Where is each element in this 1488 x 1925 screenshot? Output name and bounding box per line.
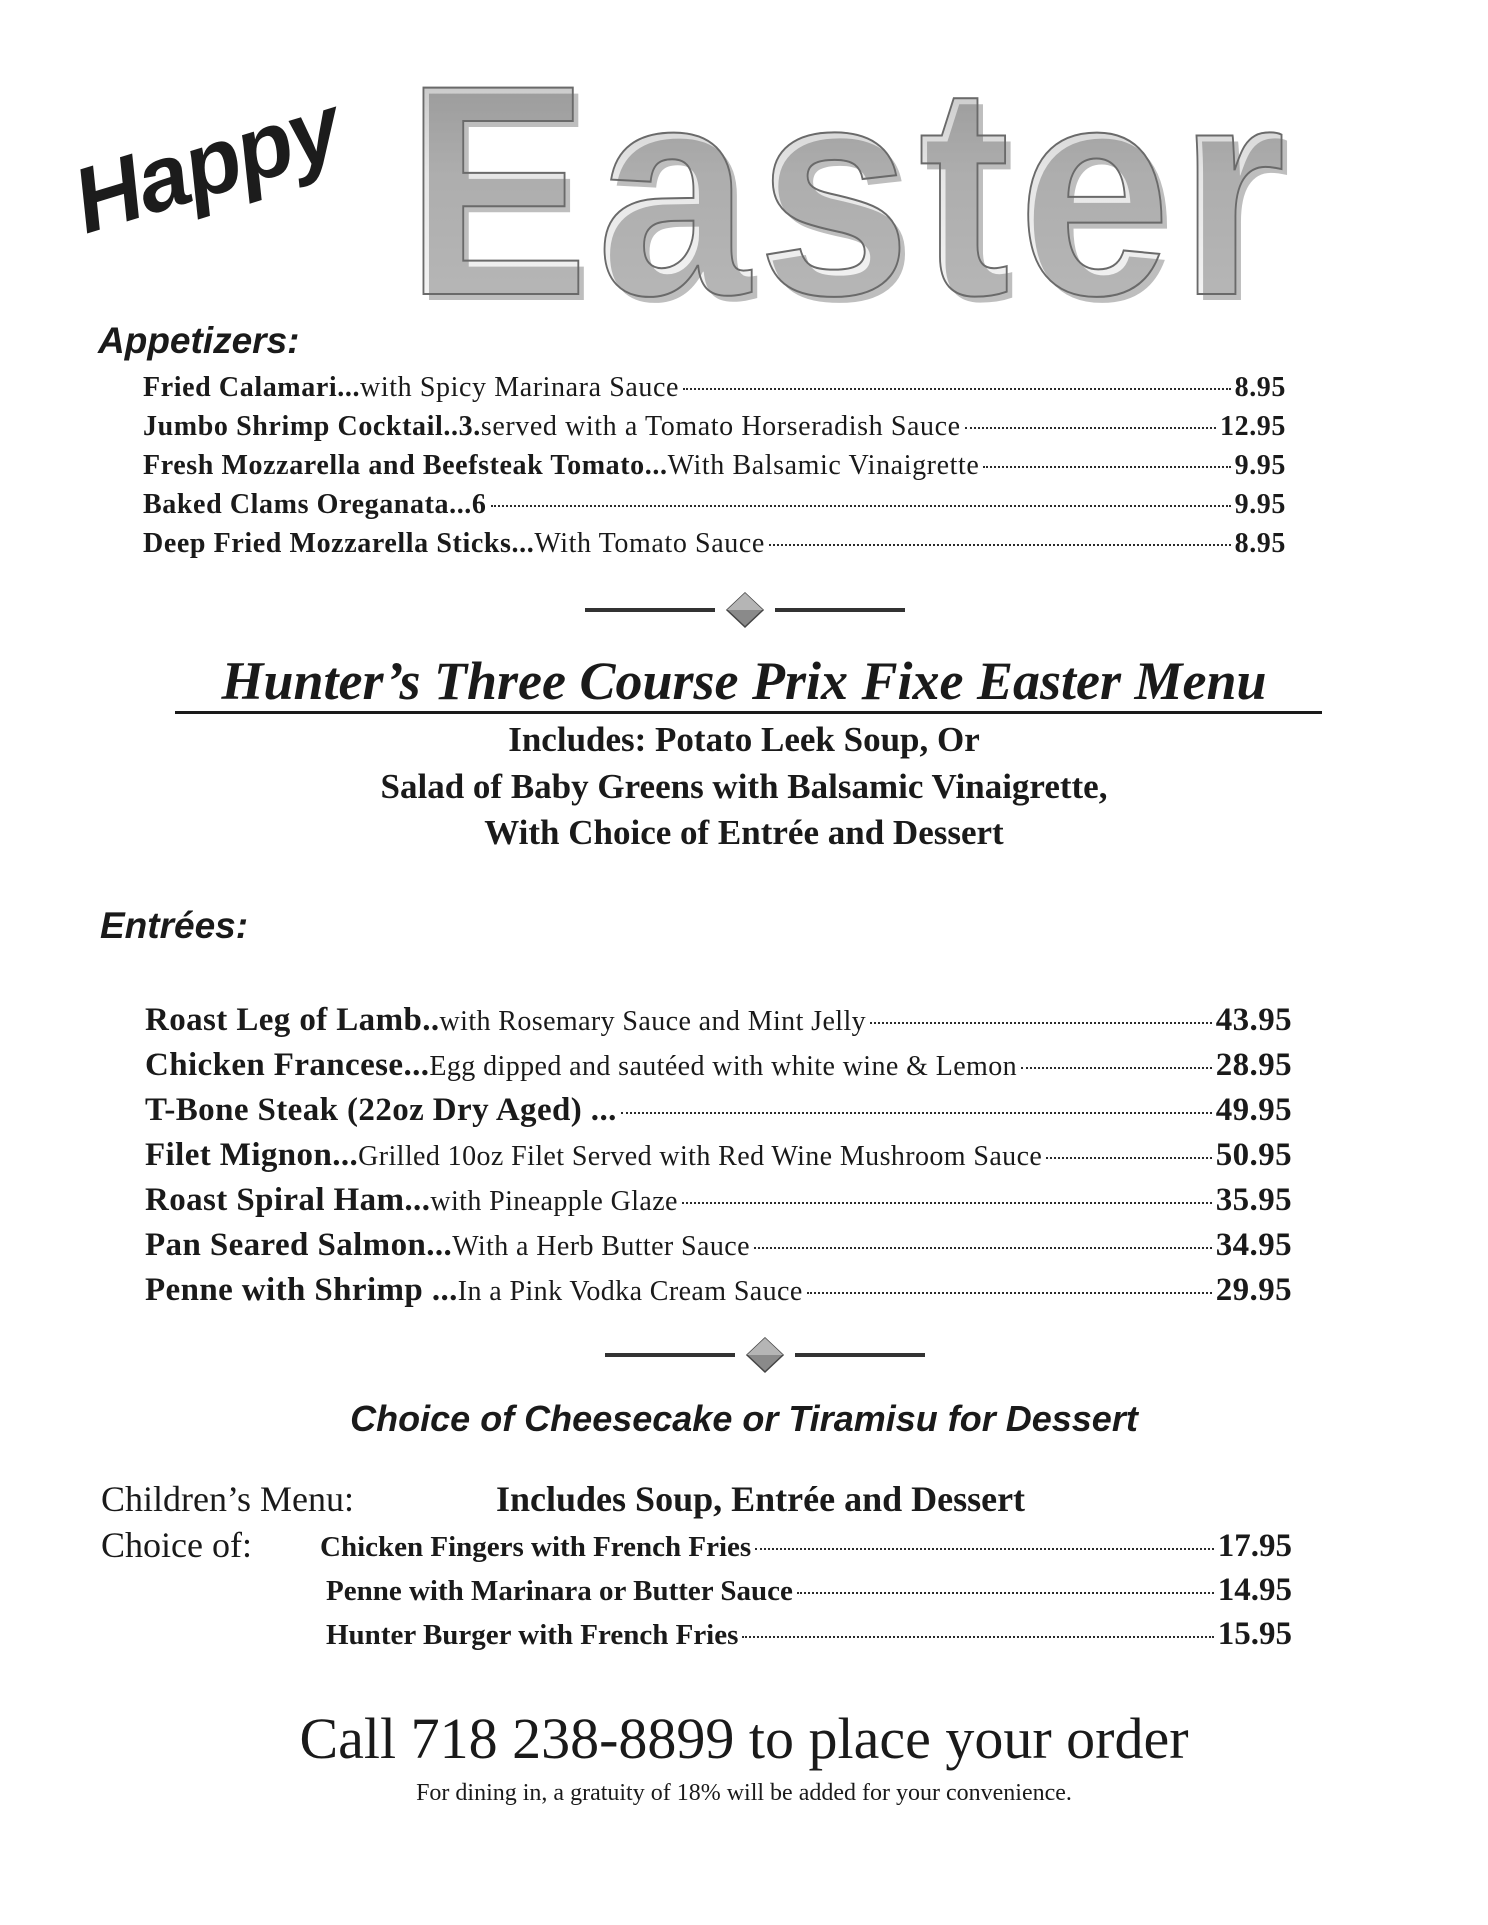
item-price: 8.95	[1234, 372, 1286, 403]
dessert-note: Choice of Cheesecake or Tiramisu for Dessert	[350, 1398, 1138, 1439]
dot-leader	[491, 505, 1231, 507]
item-price: 34.95	[1215, 1227, 1292, 1263]
item-name: Baked Clams Oreganata...6	[143, 489, 487, 520]
list-item	[145, 1137, 1292, 1174]
item-description: served with a Tomato Horseradish Sauce	[480, 411, 961, 442]
dot-leader	[683, 388, 1231, 390]
item-name: Penne with Shrimp ...	[145, 1272, 458, 1308]
item-name: Chicken Fingers with French Fries	[320, 1531, 752, 1563]
item-price: 50.95	[1215, 1137, 1292, 1173]
childrens-menu-includes: Includes Soup, Entrée and Dessert	[496, 1479, 1026, 1519]
item-description: Egg dipped and sautéed with white wine & Lemon	[429, 1051, 1018, 1082]
item-name: Hunter Burger with French Fries	[326, 1619, 739, 1651]
list-item	[320, 1528, 1292, 1565]
easter-title: Easter	[405, 22, 1294, 358]
dot-leader	[742, 1636, 1213, 1638]
item-name: Deep Fried Mozzarella Sticks...	[143, 528, 535, 559]
entrees-heading: Entrées:	[100, 905, 249, 946]
item-description: With Balsamic Vinaigrette	[667, 450, 980, 481]
item-name: Pan Seared Salmon...	[145, 1227, 453, 1263]
call-to-order: Call 718 238-8899 to place your order	[299, 1706, 1189, 1771]
childrens-menu-label: Children’s Menu:	[101, 1479, 354, 1519]
item-description: Grilled 10oz Filet Served with Red Wine Mushroom Sauce	[358, 1141, 1043, 1172]
item-price: 29.95	[1215, 1272, 1292, 1308]
list-item	[143, 372, 1286, 404]
item-name: Chicken Francese...	[145, 1047, 430, 1083]
item-name: Roast Spiral Ham...	[145, 1182, 431, 1218]
gratuity-note: For dining in, a gratuity of 18% will be added for your convenience.	[416, 1780, 1072, 1806]
item-name: Penne with Marinara or Butter Sauce	[326, 1575, 793, 1607]
dot-leader	[754, 1247, 1212, 1249]
prix-fixe-title: Hunter’s Three Course Prix Fixe Easter Menu	[221, 651, 1267, 711]
list-item	[143, 528, 1286, 560]
item-name: Filet Mignon...	[145, 1137, 359, 1173]
item-description: with Rosemary Sauce and Mint Jelly	[439, 1006, 867, 1037]
diamond-divider-icon	[585, 590, 905, 630]
diamond-divider-icon	[605, 1335, 925, 1375]
dot-leader	[983, 466, 1230, 468]
happy-title: Happy	[61, 76, 351, 254]
prix-fixe-includes-line: Includes: Potato Leek Soup, Or	[508, 720, 980, 759]
list-item	[145, 1092, 1292, 1129]
dot-leader	[1046, 1157, 1212, 1159]
item-price: 14.95	[1217, 1572, 1292, 1608]
prix-fixe-includes-line: With Choice of Entrée and Dessert	[484, 813, 1004, 852]
list-item	[326, 1572, 1292, 1609]
item-name: Fresh Mozzarella and Beefsteak Tomato...	[143, 450, 668, 481]
list-item	[326, 1616, 1292, 1653]
dot-leader	[965, 427, 1216, 429]
list-item	[143, 489, 1286, 521]
item-price: 9.95	[1234, 489, 1286, 520]
item-price: 49.95	[1215, 1092, 1292, 1128]
item-price: 35.95	[1215, 1182, 1292, 1218]
item-description: with Spicy Marinara Sauce	[360, 372, 680, 403]
list-item	[143, 450, 1286, 482]
dot-leader	[797, 1592, 1214, 1594]
list-item	[145, 1182, 1292, 1219]
item-description: In a Pink Vodka Cream Sauce	[457, 1276, 803, 1307]
dot-leader	[807, 1292, 1212, 1294]
title-underline	[175, 711, 1322, 714]
dot-leader	[621, 1112, 1212, 1114]
list-item	[145, 1002, 1292, 1039]
list-item	[145, 1227, 1292, 1264]
item-name: Fried Calamari...	[143, 372, 361, 403]
item-price: 17.95	[1217, 1528, 1292, 1564]
appetizers-heading: Appetizers:	[98, 320, 300, 361]
choice-of-label: Choice of:	[101, 1525, 252, 1565]
item-price: 15.95	[1217, 1616, 1292, 1652]
dot-leader	[682, 1202, 1212, 1204]
item-name: T-Bone Steak (22oz Dry Aged) ...	[145, 1092, 617, 1128]
dot-leader	[769, 544, 1231, 546]
list-item	[145, 1047, 1292, 1084]
item-description: with Pineapple Glaze	[430, 1186, 678, 1217]
item-price: 12.95	[1220, 411, 1286, 442]
list-item	[145, 1272, 1292, 1309]
dot-leader	[755, 1548, 1214, 1550]
item-price: 8.95	[1234, 528, 1286, 559]
item-description: With a Herb Butter Sauce	[452, 1231, 750, 1262]
prix-fixe-includes-line: Salad of Baby Greens with Balsamic Vinaigrette,	[380, 767, 1108, 806]
item-description: With Tomato Sauce	[534, 528, 765, 559]
item-price: 28.95	[1215, 1047, 1292, 1083]
dot-leader	[870, 1022, 1212, 1024]
item-name: Jumbo Shrimp Cocktail..3.	[143, 411, 481, 442]
item-name: Roast Leg of Lamb..	[145, 1002, 440, 1038]
list-item	[143, 411, 1286, 443]
item-price: 43.95	[1215, 1002, 1292, 1038]
item-price: 9.95	[1234, 450, 1286, 481]
dot-leader	[1021, 1067, 1212, 1069]
